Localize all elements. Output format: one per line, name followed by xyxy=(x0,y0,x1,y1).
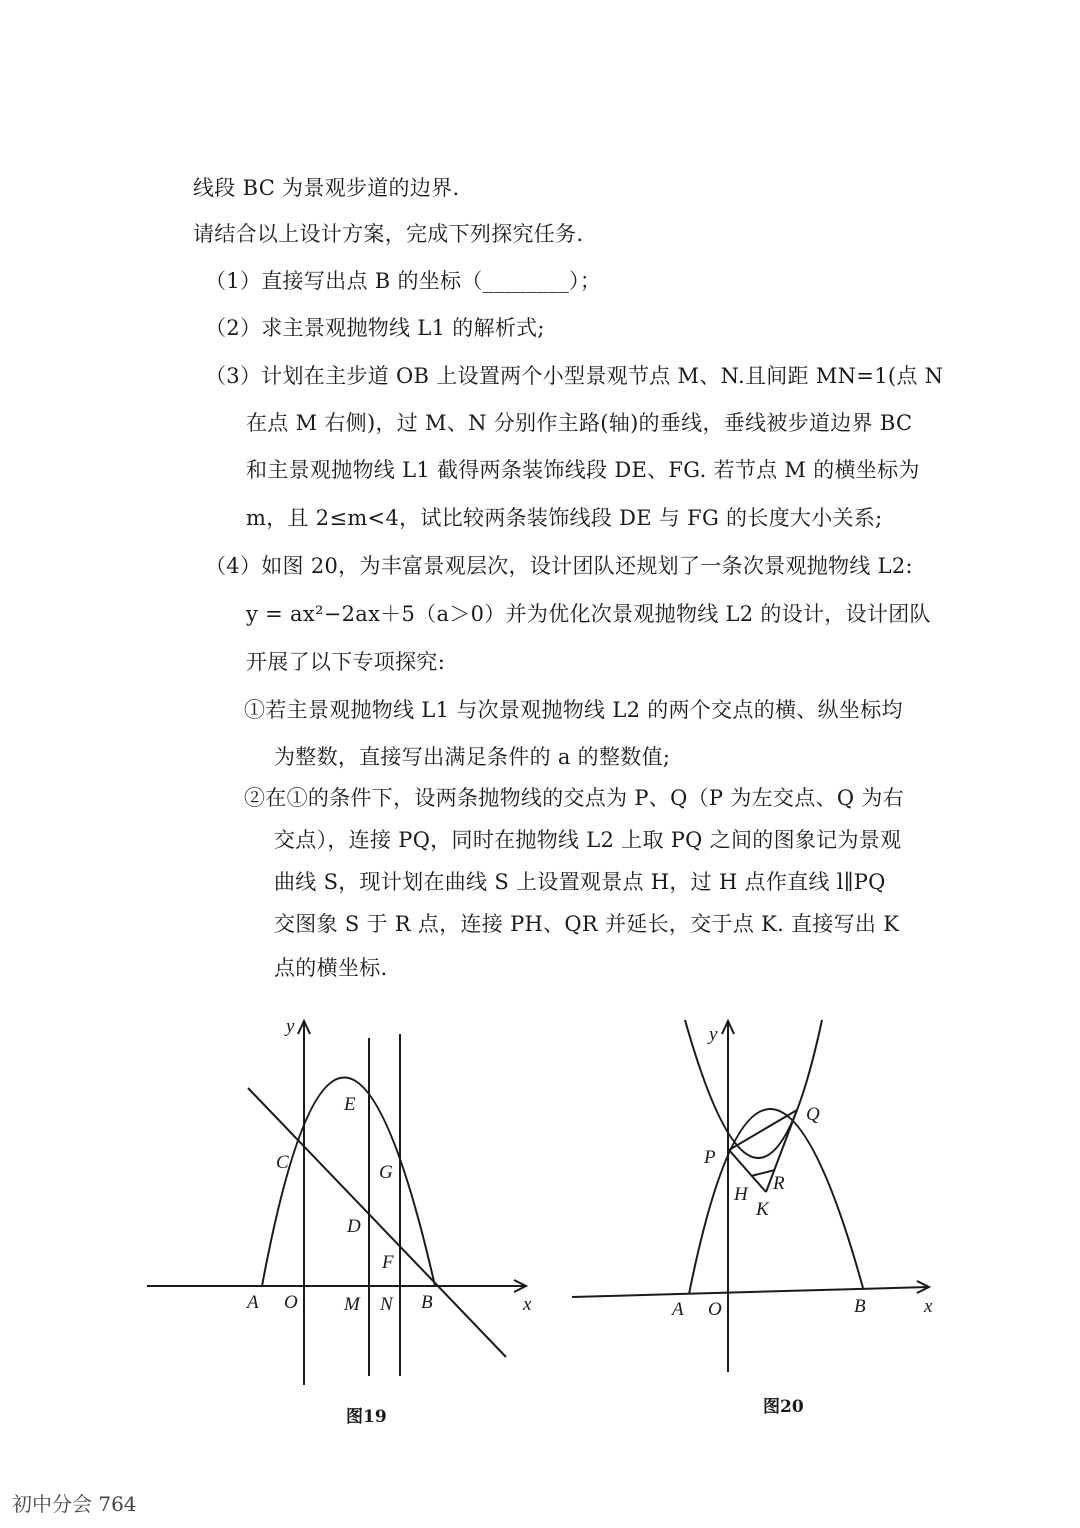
fig20-label-K: K xyxy=(756,1199,769,1220)
question-4-part-2-line-5: 点的横坐标. xyxy=(274,956,388,980)
fig20-parabola-L2 xyxy=(685,1020,822,1158)
fig20-segment-PQ xyxy=(729,1110,797,1150)
question-4-part-2-line-2: 交点），连接 PQ，同时在抛物线 L2 上取 PQ 之间的图象记为景观 xyxy=(274,828,902,852)
question-3-line-1: （3）计划在主步道 OB 上设置两个小型景观节点 M、N.且间距 MN=1(点 N xyxy=(205,364,944,388)
fig19-label-G: G xyxy=(379,1162,393,1183)
fig20-parabola-L1 xyxy=(689,1109,863,1294)
question-4-part-2-line-4: 交图象 S 于 R 点，连接 PH、QR 并延长，交于点 K. 直接写出 K xyxy=(274,912,900,936)
fig20-label-x: x xyxy=(924,1296,933,1317)
fig19-label-O: O xyxy=(284,1292,298,1313)
question-4-part-2-line-3: 曲线 S，现计划在曲线 S 上设置观景点 H，过 H 点作直线 l∥PQ xyxy=(274,870,886,894)
fig20-label-O: O xyxy=(708,1299,722,1320)
question-4-part-1-line-2: 为整数，直接写出满足条件的 a 的整数值; xyxy=(274,745,671,769)
fig19-label-N: N xyxy=(380,1294,393,1315)
fig19-caption: 图19 xyxy=(346,1407,387,1427)
fig19-label-D: D xyxy=(347,1216,361,1237)
fig19-label-M: M xyxy=(344,1294,360,1315)
text-line-1: 线段 BC 为景观步道的边界. xyxy=(193,176,460,200)
fig20-label-R: R xyxy=(773,1173,785,1194)
footer-label: 初中分会 764 xyxy=(12,1492,137,1516)
fig20-label-B: B xyxy=(854,1296,866,1317)
fig19-label-y: y xyxy=(286,1016,295,1037)
question-4-part-2-line-1: ②在①的条件下，设两条抛物线的交点为 P、Q（P 为左交点、Q 为右 xyxy=(244,786,904,810)
fig20-label-A: A xyxy=(672,1299,684,1320)
fig19-label-E: E xyxy=(344,1094,356,1115)
question-3-line-4: m，且 2≤m<4，试比较两条装饰线段 DE 与 FG 的长度大小关系; xyxy=(246,506,883,530)
question-3-line-2: 在点 M 右侧)，过 M、N 分别作主路(轴)的垂线，垂线被步道边界 BC xyxy=(246,411,913,435)
question-1: （1）直接写出点 B 的坐标（________）； xyxy=(205,269,602,293)
fig20-label-y: y xyxy=(709,1024,718,1045)
fig20-label-P: P xyxy=(704,1147,716,1168)
fig19-label-F: F xyxy=(382,1252,394,1273)
fig19-label-B: B xyxy=(421,1292,433,1313)
fig20-x-axis xyxy=(572,1287,928,1297)
text-line-2: 请结合以上设计方案，完成下列探究任务. xyxy=(193,222,584,246)
question-2: （2）求主景观抛物线 L1 的解析式; xyxy=(205,316,545,340)
question-4-line-3: 开展了以下专项探究: xyxy=(246,650,446,674)
question-3-line-3: 和主景观抛物线 L1 截得两条装饰线段 DE、FG. 若节点 M 的横坐标为 xyxy=(246,458,920,482)
question-4-line-2: y = ax²−2ax＋5（a＞0）并为优化次景观抛物线 L2 的设计，设计团队 xyxy=(246,602,931,626)
fig19-label-C: C xyxy=(276,1152,289,1173)
question-4-part-1-line-1: ①若主景观抛物线 L1 与次景观抛物线 L2 的两个交点的横、纵坐标均 xyxy=(244,698,903,722)
question-4-line-1: （4）如图 20，为丰富景观层次，设计团队还规划了一条次景观抛物线 L2: xyxy=(205,554,913,578)
fig20-caption: 图20 xyxy=(763,1397,804,1417)
fig19-label-A: A xyxy=(247,1292,259,1313)
fig20-label-Q: Q xyxy=(806,1104,820,1125)
fig19-label-x: x xyxy=(523,1294,532,1315)
fig20-label-H: H xyxy=(734,1184,748,1205)
